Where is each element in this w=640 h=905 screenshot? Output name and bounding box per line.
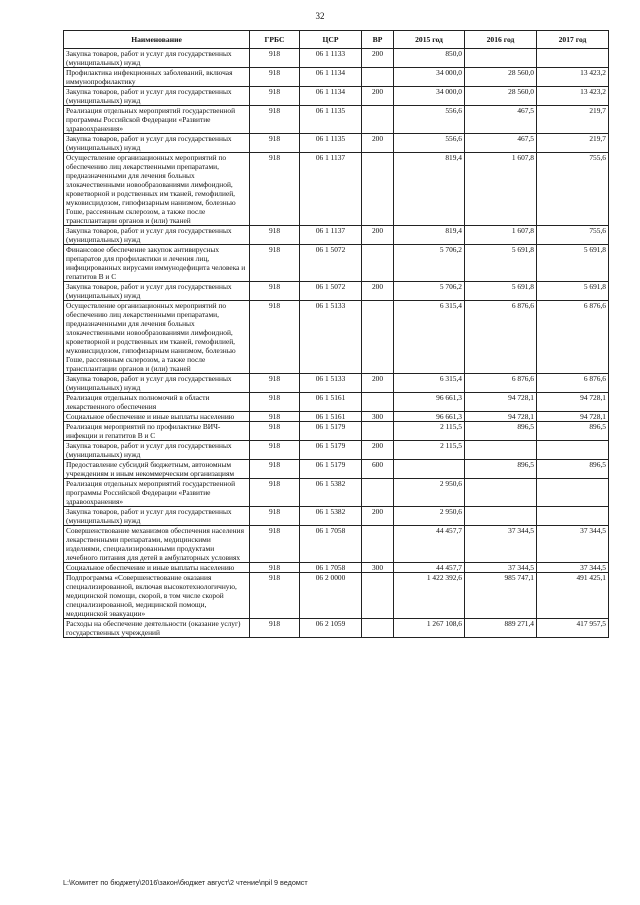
cell-grbs: 918 [250,422,300,441]
cell-2015: 5 706,2 [394,282,465,301]
cell-vr [362,619,394,638]
cell-vr: 300 [362,563,394,573]
table-row [64,106,609,134]
cell-2016: 28 560,0 [465,68,537,87]
cell-vr: 200 [362,441,394,460]
cell-2016: 467,5 [465,106,537,134]
cell-vr [362,68,394,87]
cell-vr: 200 [362,87,394,106]
header-name: Наименование [64,31,250,49]
cell-2016: 6 876,6 [465,301,537,374]
cell-2016: 37 344,5 [465,563,537,573]
cell-csr: 06 1 5133 [300,301,362,374]
cell-vr [362,479,394,507]
cell-2015: 556,6 [394,106,465,134]
cell-csr: 06 1 1137 [300,153,362,226]
cell-2016: 985 747,1 [465,573,537,619]
cell-2016: 1 607,8 [465,153,537,226]
cell-grbs: 918 [250,49,300,68]
table-row [64,68,609,87]
cell-grbs: 918 [250,526,300,563]
cell-2015: 5 706,2 [394,245,465,282]
cell-2016: 94 728,1 [465,393,537,412]
header-2017: 2017 год [537,31,609,49]
header-vr: ВР [362,31,394,49]
cell-name: Закупка товаров, работ и услуг для государственных (муниципальных) нужд [64,282,250,301]
budget-table [63,30,609,638]
cell-name: Совершенствование механизмов обеспечения населения лекарственными препаратами, медицинскими изделиями, специализированными продуктами лечебного питания для детей в амбулаторных условиях [64,526,250,563]
cell-2017 [537,441,609,460]
cell-name: Социальное обеспечение и иные выплаты населению [64,563,250,573]
table-header-row [64,31,609,49]
cell-name: Реализация мероприятий по профилактике ВИЧ-инфекции и гепатитов В и С [64,422,250,441]
table-row [64,282,609,301]
cell-2016: 467,5 [465,134,537,153]
cell-2016: 5 691,8 [465,282,537,301]
cell-csr: 06 2 1059 [300,619,362,638]
table-row [64,619,609,638]
table-row [64,563,609,573]
cell-2015: 34 000,0 [394,87,465,106]
cell-grbs: 918 [250,393,300,412]
cell-csr: 06 1 5072 [300,245,362,282]
table-row [64,49,609,68]
cell-grbs: 918 [250,153,300,226]
cell-grbs: 918 [250,619,300,638]
cell-2017: 755,6 [537,153,609,226]
cell-csr: 06 1 7058 [300,526,362,563]
cell-grbs: 918 [250,68,300,87]
cell-2015: 819,4 [394,153,465,226]
cell-2017: 755,6 [537,226,609,245]
cell-2017: 6 876,6 [537,301,609,374]
cell-vr: 200 [362,226,394,245]
cell-grbs: 918 [250,507,300,526]
cell-grbs: 918 [250,282,300,301]
cell-vr [362,422,394,441]
cell-2017: 13 423,2 [537,68,609,87]
cell-2015: 6 315,4 [394,301,465,374]
cell-vr [362,106,394,134]
table-row [64,507,609,526]
cell-vr [362,245,394,282]
cell-2015: 44 457,7 [394,563,465,573]
cell-2017: 417 957,5 [537,619,609,638]
table-row [64,301,609,374]
cell-name: Закупка товаров, работ и услуг для государственных (муниципальных) нужд [64,441,250,460]
cell-2016: 896,5 [465,460,537,479]
cell-csr: 06 1 1135 [300,134,362,153]
table-row [64,573,609,619]
table-row [64,441,609,460]
cell-csr: 06 1 5382 [300,479,362,507]
cell-2017: 896,5 [537,422,609,441]
cell-2015: 2 950,6 [394,479,465,507]
table-row [64,153,609,226]
cell-name: Реализация отдельных полномочий в области лекарственного обеспечения [64,393,250,412]
cell-vr: 200 [362,282,394,301]
cell-csr: 06 1 5072 [300,282,362,301]
cell-2016: 1 607,8 [465,226,537,245]
cell-csr: 06 1 5179 [300,460,362,479]
cell-csr: 06 1 1134 [300,68,362,87]
table-row [64,134,609,153]
cell-2015: 34 000,0 [394,68,465,87]
cell-2016 [465,507,537,526]
cell-grbs: 918 [250,460,300,479]
cell-2015 [394,460,465,479]
cell-grbs: 918 [250,441,300,460]
cell-csr: 06 1 5382 [300,507,362,526]
cell-name: Финансовое обеспечение закупок антивирусных препаратов для профилактики и лечения лиц, инфицированных вирусами иммунодефицита человека и гепатитов В и С [64,245,250,282]
cell-2015: 819,4 [394,226,465,245]
cell-grbs: 918 [250,374,300,393]
cell-vr [362,153,394,226]
cell-csr: 06 1 5179 [300,441,362,460]
cell-grbs: 918 [250,563,300,573]
cell-2015: 2 115,5 [394,422,465,441]
cell-name: Осуществление организационных мероприятий по обеспечению лиц лекарственными препаратами, предназначенными для лечения больных злокачественными новообразованиями лимфоидной, кроветворной и родственных им тканей, гемофилией, муковисцидозом, гипофизарным нанизмом, болезнью Гоше, рассеянным склерозом, а также после трансплантации органов и (или) тканей [64,153,250,226]
cell-grbs: 918 [250,134,300,153]
cell-vr [362,301,394,374]
cell-grbs: 918 [250,245,300,282]
footer-file-path: L:\Комитет по бюджету\2016\закон\бюджет август\2 чтение\прil 9 ведомст [63,878,308,887]
table-row [64,245,609,282]
cell-2017: 13 423,2 [537,87,609,106]
cell-csr: 06 1 1133 [300,49,362,68]
cell-name: Закупка товаров, работ и услуг для государственных (муниципальных) нужд [64,49,250,68]
cell-2017 [537,49,609,68]
cell-grbs: 918 [250,573,300,619]
table-row [64,87,609,106]
cell-grbs: 918 [250,226,300,245]
cell-vr [362,526,394,563]
table-row [64,412,609,422]
cell-vr [362,573,394,619]
cell-2016: 94 728,1 [465,412,537,422]
cell-vr: 200 [362,507,394,526]
cell-2017: 491 425,1 [537,573,609,619]
cell-2015: 96 661,3 [394,412,465,422]
page-number: 32 [315,11,325,21]
cell-vr: 300 [362,412,394,422]
cell-csr: 06 1 5133 [300,374,362,393]
cell-2016: 889 271,4 [465,619,537,638]
cell-2017: 219,7 [537,106,609,134]
table-body [64,49,609,638]
cell-csr: 06 1 7058 [300,563,362,573]
cell-name: Подпрограмма «Совершенствование оказания специализированной, включая высокотехнологичную, медицинской помощи, скорой, в том числе скорой специализированной, медицинской помощи, медицинской эвакуации» [64,573,250,619]
cell-grbs: 918 [250,87,300,106]
header-2016: 2016 год [465,31,537,49]
cell-csr: 06 1 5161 [300,393,362,412]
cell-name: Закупка товаров, работ и услуг для государственных (муниципальных) нужд [64,374,250,393]
table-row [64,374,609,393]
table-row [64,226,609,245]
cell-csr: 06 1 1137 [300,226,362,245]
cell-2016 [465,479,537,507]
cell-2017: 5 691,8 [537,245,609,282]
cell-name: Закупка товаров, работ и услуг для государственных (муниципальных) нужд [64,226,250,245]
cell-2017: 896,5 [537,460,609,479]
cell-name: Реализация отдельных мероприятий государственной программы Российской Федерации «Развитие здравоохранения» [64,479,250,507]
cell-name: Осуществление организационных мероприятий по обеспечению лиц лекарственными препаратами, предназначенными для лечения больных злокачественными новообразованиями лимфоидной, кроветворной и родственных им тканей, гемофилией, муковисцидозом, гипофизарным нанизмом, болезнью Гоше, рассеянным склерозом, а также после трансплантации органов и (или) тканей [64,301,250,374]
cell-csr: 06 2 0000 [300,573,362,619]
cell-2015: 96 661,3 [394,393,465,412]
header-2015: 2015 год [394,31,465,49]
cell-2017: 6 876,6 [537,374,609,393]
cell-name: Реализация отдельных мероприятий государственной программы Российской Федерации «Развитие здравоохранения» [64,106,250,134]
table-row [64,460,609,479]
cell-2017: 37 344,5 [537,526,609,563]
cell-2017 [537,479,609,507]
cell-2016: 5 691,8 [465,245,537,282]
cell-vr: 600 [362,460,394,479]
cell-csr: 06 1 5179 [300,422,362,441]
cell-vr: 200 [362,374,394,393]
cell-2016 [465,441,537,460]
cell-2016: 6 876,6 [465,374,537,393]
table-row [64,393,609,412]
cell-grbs: 918 [250,412,300,422]
cell-2015: 44 457,7 [394,526,465,563]
header-csr: ЦСР [300,31,362,49]
cell-2017: 94 728,1 [537,393,609,412]
table-row [64,422,609,441]
cell-2016 [465,49,537,68]
cell-2017 [537,507,609,526]
cell-2015: 1 267 108,6 [394,619,465,638]
cell-name: Предоставление субсидий бюджетным, автономным учреждениям и иным некоммерческим организациям [64,460,250,479]
cell-vr: 200 [362,49,394,68]
header-grbs: ГРБС [250,31,300,49]
cell-2017: 5 691,8 [537,282,609,301]
cell-2017: 37 344,5 [537,563,609,573]
cell-2016: 896,5 [465,422,537,441]
cell-grbs: 918 [250,479,300,507]
cell-csr: 06 1 1135 [300,106,362,134]
cell-2015: 850,0 [394,49,465,68]
cell-2016: 37 344,5 [465,526,537,563]
cell-csr: 06 1 5161 [300,412,362,422]
cell-2017: 219,7 [537,134,609,153]
table-row [64,479,609,507]
cell-2017: 94 728,1 [537,412,609,422]
cell-name: Закупка товаров, работ и услуг для государственных (муниципальных) нужд [64,134,250,153]
cell-2015: 6 315,4 [394,374,465,393]
cell-name: Закупка товаров, работ и услуг для государственных (муниципальных) нужд [64,507,250,526]
cell-2016: 28 560,0 [465,87,537,106]
cell-2015: 2 950,6 [394,507,465,526]
cell-name: Профилактика инфекционных заболеваний, включая иммунопрофилактику [64,68,250,87]
table-row [64,526,609,563]
cell-vr: 200 [362,134,394,153]
cell-name: Закупка товаров, работ и услуг для государственных (муниципальных) нужд [64,87,250,106]
cell-grbs: 918 [250,106,300,134]
cell-name: Расходы на обеспечение деятельности (оказание услуг) государственных учреждений [64,619,250,638]
cell-2015: 2 115,5 [394,441,465,460]
cell-grbs: 918 [250,301,300,374]
cell-2015: 556,6 [394,134,465,153]
cell-name: Социальное обеспечение и иные выплаты населению [64,412,250,422]
cell-vr [362,393,394,412]
cell-csr: 06 1 1134 [300,87,362,106]
cell-2015: 1 422 392,6 [394,573,465,619]
